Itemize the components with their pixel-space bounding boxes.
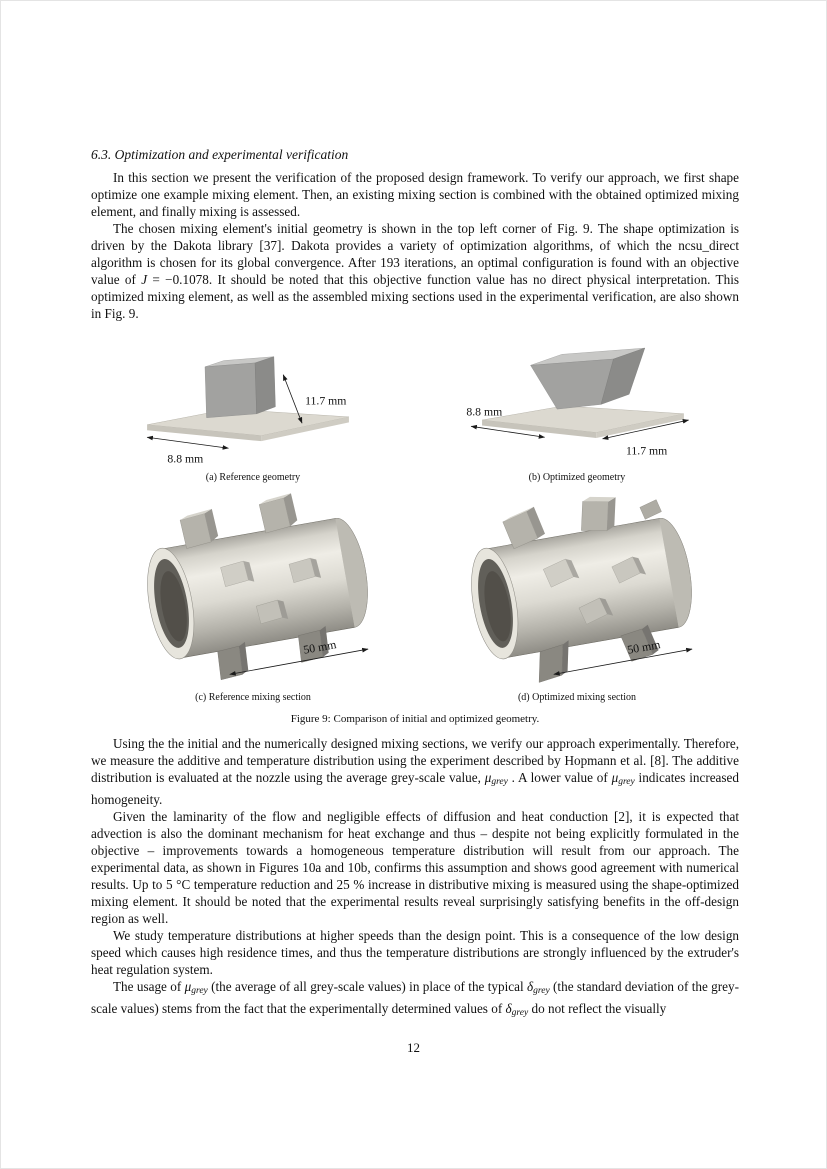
figure-grid [91,334,739,703]
optimized-mixing-element-block [530,348,644,409]
paragraph-verification-intro: In this section we present the verification of the proposed design framework. To verify our approach, we first shape optimize one example mixing element. Then, an existing mixing section is combined with the obtained optimized mixing element, and finally mixing is assessed. [91,170,739,219]
dimension-label-length: 50 mm [625,637,661,657]
reference-geometry-render [136,334,371,467]
subfigure-b-label: (b) Optimized geometry [528,472,626,483]
paragraph-temperature-results: Given the laminarity of the flow and negligible effects of diffusion and heat conduction [2], it is expected that advection is also the dominant mechanism for heat exchange and thus – despite not being explicitly formulated in the objective – improvements towards a homogeneous temperature distribution will result from our approach. The experimental data, as shown in Figures 10a and 10b, confirms this assumption and shows good agreement with numerical results. Up to 5 °C temperature reduction and 25 % increase in distributive mixing is measured using the shape-optimized mixing element. It should be noted that the experimental results reveal surprisingly satisfying benefits in the off-design region as well. [91,809,739,927]
subfigure-b [460,334,695,483]
paragraph-experimental-verification: Using the the initial and the numerically designed mixing sections, we verify our approach experimentally. Therefore, we measure the additive and temperature distribution using the experiment described by Hopmann et al. [8]. The additive distribution is evaluated at the nozzle using the average grey-scale value, μgrey . A lower value of μgrey indicates increased homogeneity. [91,736,739,808]
dimension-width [147,437,228,465]
subfigure-c-label: (c) Reference mixing section [195,692,311,703]
dimension-label-length: 50 mm [301,637,337,657]
base-plate [482,406,684,438]
cylinder-assembly [458,491,704,687]
subfigure-c [111,491,396,703]
dimension-label-left: 8.8 mm [465,405,502,419]
subfigure-d-label: (d) Optimized mixing section [517,692,637,703]
section-heading: 6.3. Optimization and experimental verification [91,147,349,162]
reference-mixing-element-block [204,357,274,418]
dimension-label-width: 8.8 mm [166,452,203,466]
dimension-label-height: 11.7 mm [304,394,346,408]
reference-mixing-section-render [111,491,396,687]
optimized-mixing-section-render [435,491,720,687]
figure-caption: Figure 9: Comparison of initial and optimized geometry. [290,713,540,725]
paragraph-grey-scale-usage: The usage of μgrey (the average of all grey-scale values) in place of the typical δgrey (the standard deviation of the grey-scale values) stems from the fact that the experimentally determined values of δgrey do not reflect the visually [91,979,740,1019]
subfigure-d [435,491,720,703]
paragraph-higher-speeds: We study temperature distributions at higher speeds than the design point. This is a consequence of the low design speed which causes high residence times, and thus the temperature distributions are strongly influenced by the extruder's heat regulation system. [91,928,739,978]
page-number: 12 [407,1040,420,1055]
subfigure-a [136,334,371,483]
cylinder-assembly [134,491,379,687]
page-content [91,147,739,1022]
paragraph-optimization-setup: The chosen mixing element's initial geometry is shown in the top left corner of Fig. 9. The shape optimization is driven by the Dakota library [37]. Dakota provides a variety of optimization algorithms, of which the ncsu_direct algorithm is chosen for its global convergence. After 193 iterations, an optimal configuration is found with an objective value of J = −0.1078. It should be noted that this objective function value has no direct physical interpretation. This optimized mixing element, as well as the assembled mixing sections used in the experimental verification, are also shown in Fig. 9. [91,221,739,321]
subfigure-a-label: (a) Reference geometry [205,472,301,483]
dimension-label-right: 11.7 mm [625,444,667,458]
optimized-geometry-render [460,334,695,467]
figure-9 [91,334,739,725]
